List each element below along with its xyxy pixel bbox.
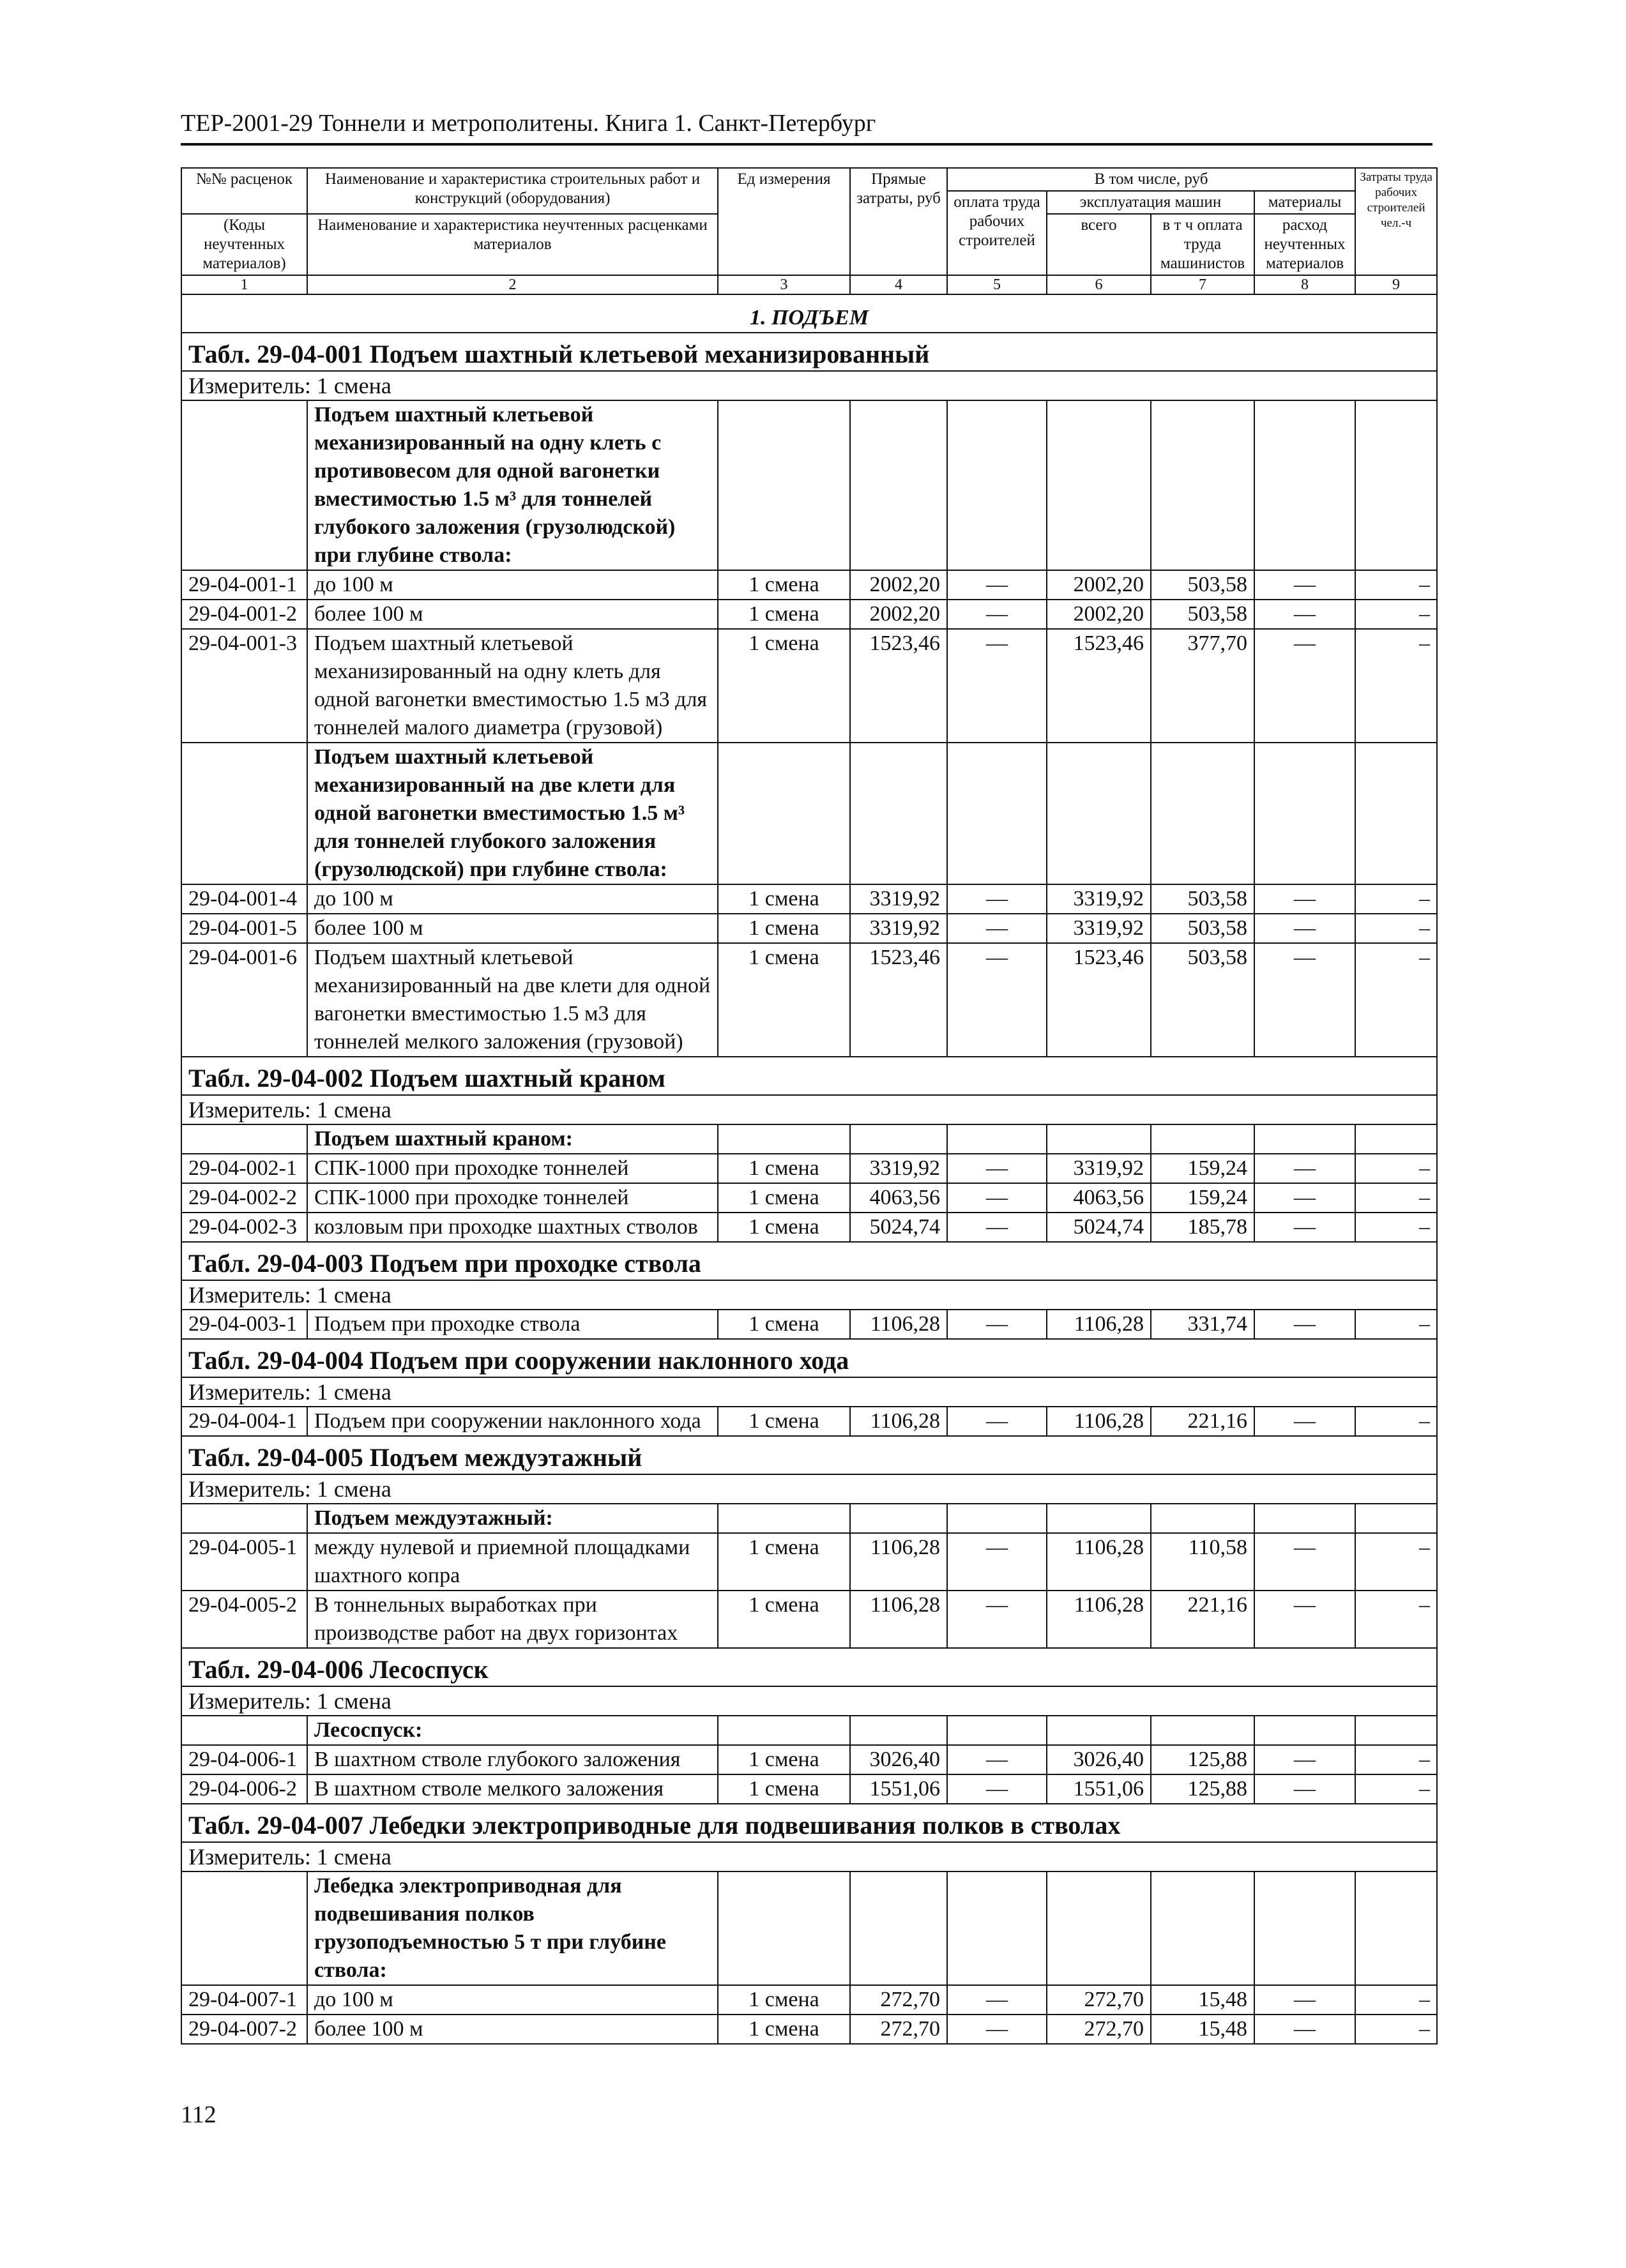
materials: — (1254, 600, 1355, 629)
work-name: более 100 м (307, 600, 718, 629)
wages: — (947, 2015, 1047, 2044)
work-name: Подъем шахтный клетьевой механизированный на одну клеть для одной вагонетки вместимостью 1.5 м3 для тоннелей малого диаметра (грузовой) (307, 629, 718, 743)
col-wages: оплата труда рабочих строителей (947, 191, 1047, 275)
unit: 1 смена (718, 1591, 850, 1648)
work-name: козловым при проходке шахтных стволов (307, 1213, 718, 1242)
machinist-wages: 221,16 (1151, 1591, 1254, 1648)
materials: — (1254, 1985, 1355, 2015)
materials: — (1254, 2015, 1355, 2044)
group-heading-row (181, 1716, 1437, 1745)
labor: – (1355, 1310, 1437, 1339)
unit: 1 смена (718, 600, 850, 629)
machinist-wages: 159,24 (1151, 1183, 1254, 1213)
direct-cost: 3319,92 (850, 914, 947, 943)
table-title-row (181, 1436, 1437, 1474)
machines-total: 3319,92 (1047, 914, 1151, 943)
work-name: Подъем при проходке ствола (307, 1310, 718, 1339)
group-heading: Подъем междуэтажный: (307, 1504, 718, 1533)
rate-code: 29-04-001-4 (181, 884, 307, 914)
machinist-wages: 503,58 (1151, 884, 1254, 914)
unit: 1 смена (718, 1310, 850, 1339)
group-heading-row (181, 400, 1437, 570)
unit: 1 смена (718, 943, 850, 1057)
group-heading: Подъем шахтный краном: (307, 1124, 718, 1154)
direct-cost: 1523,46 (850, 629, 947, 743)
work-name: между нулевой и приемной площадками шахтного копра (307, 1533, 718, 1591)
wages: — (947, 1985, 1047, 2015)
table-row (181, 1213, 1437, 1242)
labor: – (1355, 1213, 1437, 1242)
unit: 1 смена (718, 570, 850, 600)
machinist-wages: 503,58 (1151, 600, 1254, 629)
table-title-row (181, 1648, 1437, 1686)
group-heading: Подъем шахтный клетьевой механизированный на две клети для одной вагонетки вместимостью 1.5 м³ для тоннелей глубокого заложения (грузолюдской) при глубине ствола: (307, 743, 718, 884)
machines-total: 3026,40 (1047, 1745, 1151, 1774)
col-name2: Наименование и характеристика неучтенных расценками материалов (307, 214, 718, 275)
wages: — (947, 1774, 1047, 1804)
measure-row (181, 371, 1437, 400)
materials: — (1254, 1154, 1355, 1183)
machines-total: 1106,28 (1047, 1533, 1151, 1591)
table-header (181, 168, 1437, 294)
group-heading-row (181, 1504, 1437, 1533)
labor: – (1355, 1745, 1437, 1774)
page-header: ТЕР-2001-29 Тоннели и метрополитены. Книга 1. Санкт-Петербург (181, 107, 1432, 146)
work-name: Подъем шахтный клетьевой механизированный на две клети для одной вагонетки вместимостью 1.5 м3 для тоннелей мелкого заложения (грузовой) (307, 943, 718, 1057)
machinist-wages: 503,58 (1151, 570, 1254, 600)
machinist-wages: 503,58 (1151, 943, 1254, 1057)
work-name: В шахтном стволе мелкого заложения (307, 1774, 718, 1804)
machinist-wages: 15,48 (1151, 1985, 1254, 2015)
materials: — (1254, 1213, 1355, 1242)
rate-code: 29-04-001-3 (181, 629, 307, 743)
direct-cost: 5024,74 (850, 1213, 947, 1242)
wages: — (947, 570, 1047, 600)
direct-cost: 3319,92 (850, 884, 947, 914)
materials: — (1254, 570, 1355, 600)
table-row (181, 1591, 1437, 1648)
machines-total: 2002,20 (1047, 570, 1151, 600)
materials: — (1254, 1310, 1355, 1339)
rate-code: 29-04-002-3 (181, 1213, 307, 1242)
work-name: В тоннельных выработках при производстве работ на двух горизонтах (307, 1591, 718, 1648)
machinist-wages: 15,48 (1151, 2015, 1254, 2044)
rate-code: 29-04-003-1 (181, 1310, 307, 1339)
unit: 1 смена (718, 1745, 850, 1774)
labor: – (1355, 1154, 1437, 1183)
unit: 1 смена (718, 1533, 850, 1591)
table-row (181, 2015, 1437, 2044)
machines-total: 272,70 (1047, 1985, 1151, 2015)
wages: — (947, 629, 1047, 743)
direct-cost: 2002,20 (850, 570, 947, 600)
materials: — (1254, 884, 1355, 914)
group-heading-row (181, 743, 1437, 884)
wages: — (947, 600, 1047, 629)
table-row (181, 600, 1437, 629)
machines-total: 1106,28 (1047, 1591, 1151, 1648)
table-row (181, 884, 1437, 914)
table-measure: Измеритель: 1 смена (181, 1842, 1437, 1871)
group-heading-row (181, 1871, 1437, 1985)
table-measure: Измеритель: 1 смена (181, 1377, 1437, 1407)
work-name: до 100 м (307, 570, 718, 600)
rate-code: 29-04-006-1 (181, 1745, 307, 1774)
table-row (181, 943, 1437, 1057)
rate-code: 29-04-004-1 (181, 1407, 307, 1436)
table-body (181, 294, 1437, 2044)
unit: 1 смена (718, 1985, 850, 2015)
rate-code: 29-04-005-1 (181, 1533, 307, 1591)
table-row (181, 1183, 1437, 1213)
col-labor: Затраты труда рабочих строителей чел.-ч (1355, 168, 1437, 275)
group-heading: Лесоспуск: (307, 1716, 718, 1745)
labor: – (1355, 1774, 1437, 1804)
table-title-row (181, 333, 1437, 371)
table-row (181, 570, 1437, 600)
machinist-wages: 125,88 (1151, 1745, 1254, 1774)
work-name: В шахтном стволе глубокого заложения (307, 1745, 718, 1774)
table-row (181, 1745, 1437, 1774)
table-title: Табл. 29-04-005 Подъем междуэтажный (181, 1436, 1437, 1474)
rate-code: 29-04-001-1 (181, 570, 307, 600)
machines-total: 1106,28 (1047, 1310, 1151, 1339)
labor: – (1355, 914, 1437, 943)
machinist-wages: 377,70 (1151, 629, 1254, 743)
direct-cost: 272,70 (850, 2015, 947, 2044)
table-row (181, 1154, 1437, 1183)
machines-total: 1551,06 (1047, 1774, 1151, 1804)
col-mach-total: всего (1047, 214, 1151, 275)
direct-cost: 1106,28 (850, 1407, 947, 1436)
rate-code: 29-04-001-6 (181, 943, 307, 1057)
table-title: Табл. 29-04-001 Подъем шахтный клетьевой механизированный (181, 333, 1437, 371)
unit: 1 смена (718, 1213, 850, 1242)
materials: — (1254, 1774, 1355, 1804)
wages: — (947, 1407, 1047, 1436)
table-row (181, 1533, 1437, 1591)
group-heading-row (181, 1124, 1437, 1154)
rate-code: 29-04-002-1 (181, 1154, 307, 1183)
direct-cost: 272,70 (850, 1985, 947, 2015)
table-row (181, 1985, 1437, 2015)
table-measure: Измеритель: 1 смена (181, 371, 1437, 400)
direct-cost: 1106,28 (850, 1533, 947, 1591)
direct-cost: 1523,46 (850, 943, 947, 1057)
table-measure: Измеритель: 1 смена (181, 1474, 1437, 1504)
table-title-row (181, 1057, 1437, 1095)
wages: — (947, 1591, 1047, 1648)
materials: — (1254, 914, 1355, 943)
unit: 1 смена (718, 1154, 850, 1183)
materials: — (1254, 629, 1355, 743)
table-title-row (181, 1339, 1437, 1377)
labor: – (1355, 1533, 1437, 1591)
measure-row (181, 1095, 1437, 1124)
machines-total: 1523,46 (1047, 943, 1151, 1057)
labor: – (1355, 1183, 1437, 1213)
page-number: 112 (181, 2101, 217, 2128)
rate-code: 29-04-002-2 (181, 1183, 307, 1213)
measure-row (181, 1842, 1437, 1871)
wages: — (947, 884, 1047, 914)
unit: 1 смена (718, 2015, 850, 2044)
col-code2: (Коды неучтенных материалов) (181, 214, 307, 275)
work-name: более 100 м (307, 914, 718, 943)
table-title: Табл. 29-04-004 Подъем при сооружении наклонного хода (181, 1339, 1437, 1377)
rate-code: 29-04-005-2 (181, 1591, 307, 1648)
unit: 1 смена (718, 629, 850, 743)
table-row (181, 1310, 1437, 1339)
col-mat-unacc: расход неучтенных материалов (1254, 214, 1355, 275)
labor: – (1355, 570, 1437, 600)
group-heading: Лебедка электроприводная для подвешивания полков грузоподъемностью 5 т при глубине ствола: (307, 1871, 718, 1985)
table-row (181, 1407, 1437, 1436)
col-incl: В том числе, руб (947, 168, 1355, 191)
rate-code: 29-04-001-5 (181, 914, 307, 943)
direct-cost: 3319,92 (850, 1154, 947, 1183)
table-row (181, 629, 1437, 743)
machinist-wages: 185,78 (1151, 1213, 1254, 1242)
direct-cost: 1106,28 (850, 1310, 947, 1339)
direct-cost: 2002,20 (850, 600, 947, 629)
unit: 1 смена (718, 1183, 850, 1213)
rate-code: 29-04-001-2 (181, 600, 307, 629)
labor: – (1355, 600, 1437, 629)
wages: — (947, 1183, 1047, 1213)
materials: — (1254, 943, 1355, 1057)
wages: — (947, 1154, 1047, 1183)
work-name: Подъем при сооружении наклонного хода (307, 1407, 718, 1436)
machines-total: 3319,92 (1047, 1154, 1151, 1183)
labor: – (1355, 1985, 1437, 2015)
table-measure: Измеритель: 1 смена (181, 1095, 1437, 1124)
machines-total: 272,70 (1047, 2015, 1151, 2044)
machines-total: 2002,20 (1047, 600, 1151, 629)
measure-row (181, 1474, 1437, 1504)
measure-row (181, 1280, 1437, 1310)
machines-total: 1523,46 (1047, 629, 1151, 743)
direct-cost: 1106,28 (850, 1591, 947, 1648)
materials: — (1254, 1745, 1355, 1774)
wages: — (947, 914, 1047, 943)
direct-cost: 3026,40 (850, 1745, 947, 1774)
wages: — (947, 1310, 1047, 1339)
table-title: Табл. 29-04-007 Лебедки электроприводные для подвешивания полков в стволах (181, 1804, 1437, 1842)
col-code: №№ расценок (181, 168, 307, 214)
work-name: до 100 м (307, 884, 718, 914)
rate-code: 29-04-007-1 (181, 1985, 307, 2015)
direct-cost: 1551,06 (850, 1774, 947, 1804)
unit: 1 смена (718, 1407, 850, 1436)
table-title-row (181, 1804, 1437, 1842)
column-index-row: 1 2 3 4 5 6 7 8 9 (181, 275, 1437, 294)
group-heading: Подъем шахтный клетьевой механизированный на одну клеть с противовесом для одной вагонетки вместимостью 1.5 м³ для тоннелей глубокого заложения (грузолюдской) при глубине ствола: (307, 400, 718, 570)
unit: 1 смена (718, 1774, 850, 1804)
table-row (181, 1774, 1437, 1804)
materials: — (1254, 1183, 1355, 1213)
wages: — (947, 1745, 1047, 1774)
table-measure: Измеритель: 1 смена (181, 1686, 1437, 1716)
table-title: Табл. 29-04-006 Лесоспуск (181, 1648, 1437, 1686)
work-name: более 100 м (307, 2015, 718, 2044)
measure-row (181, 1686, 1437, 1716)
machinist-wages: 221,16 (1151, 1407, 1254, 1436)
machines-total: 1106,28 (1047, 1407, 1151, 1436)
table-measure: Измеритель: 1 смена (181, 1280, 1437, 1310)
work-name: СПК-1000 при проходке тоннелей (307, 1183, 718, 1213)
machinist-wages: 110,58 (1151, 1533, 1254, 1591)
labor: – (1355, 2015, 1437, 2044)
table-row (181, 914, 1437, 943)
machinist-wages: 331,74 (1151, 1310, 1254, 1339)
machines-total: 4063,56 (1047, 1183, 1151, 1213)
work-name: до 100 м (307, 1985, 718, 2015)
wages: — (947, 1213, 1047, 1242)
labor: – (1355, 629, 1437, 743)
col-direct: Прямые затраты, руб (850, 168, 947, 275)
measure-row (181, 1377, 1437, 1407)
materials: — (1254, 1407, 1355, 1436)
materials: — (1254, 1533, 1355, 1591)
direct-cost: 4063,56 (850, 1183, 947, 1213)
machinist-wages: 503,58 (1151, 914, 1254, 943)
col-unit: Ед измерения (718, 168, 850, 275)
unit: 1 смена (718, 914, 850, 943)
wages: — (947, 943, 1047, 1057)
materials: — (1254, 1591, 1355, 1648)
labor: – (1355, 1407, 1437, 1436)
table-title: Табл. 29-04-002 Подъем шахтный краном (181, 1057, 1437, 1095)
col-machines: эксплуатация машин (1047, 191, 1254, 214)
labor: – (1355, 1591, 1437, 1648)
machines-total: 5024,74 (1047, 1213, 1151, 1242)
labor: – (1355, 884, 1437, 914)
col-materials: материалы (1254, 191, 1355, 214)
machines-total: 3319,92 (1047, 884, 1151, 914)
wages: — (947, 1533, 1047, 1591)
rate-code: 29-04-006-2 (181, 1774, 307, 1804)
col-mach-wages: в т ч оплата труда машинистов (1151, 214, 1254, 275)
table-title-row (181, 1242, 1437, 1280)
section-title: 1. ПОДЪЕМ (181, 294, 1437, 333)
machinist-wages: 125,88 (1151, 1774, 1254, 1804)
labor: – (1355, 943, 1437, 1057)
table-title: Табл. 29-04-003 Подъем при проходке ствола (181, 1242, 1437, 1280)
machinist-wages: 159,24 (1151, 1154, 1254, 1183)
rates-table (181, 167, 1438, 2045)
unit: 1 смена (718, 884, 850, 914)
col-name: Наименование и характеристика строительных работ и конструкций (оборудования) (307, 168, 718, 214)
work-name: СПК-1000 при проходке тоннелей (307, 1154, 718, 1183)
rate-code: 29-04-007-2 (181, 2015, 307, 2044)
